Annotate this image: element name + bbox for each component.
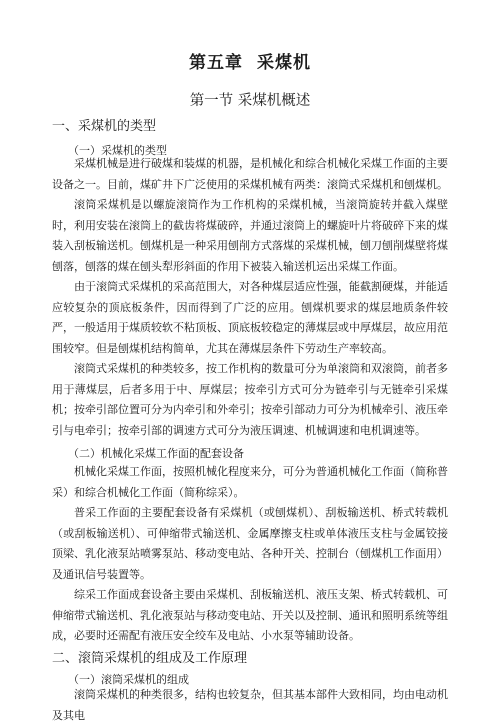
paragraph-intro: 采煤机械是进行破煤和装煤的机器，是机械化和综合机械化采煤工作面的主要设备之一。目前，煤矿井下广泛使用的采煤机械有两类：滚筒式采煤机和刨煤机。 [52,157,448,191]
heading-types: 一、采煤机的类型 [52,119,157,134]
paragraph-ordinary-face: 普采工作面的主要配套设备有采煤机（或刨煤机）、刮板输送机、桥式转载机（或刮板输送机）、可伸缩带式输送机、金属摩擦支柱或单体液压支柱与金属铰接顶梁、乳化液泵站喷雾泵站、移动变电站、各种开关、控制台（刨煤机工作面用）及通讯信号装置等。 [52,506,448,581]
subheading-config: （二）机械化采煤工作面的配套设备 [68,447,244,460]
paragraph-mechanized: 机械化采煤工作面，按照机械化程度来分，可分为普通机械化工作面（简称普采）和综合机械化工作面（简称综采）。 [52,465,448,499]
paragraph-components: 滚筒采煤机的种类很多，结构也较复杂，但其基本部件大致相同，均由电动机及其电 [52,688,448,722]
chapter-name: 采煤机 [257,53,311,73]
paragraph-fully-mechanized: 综采工作面成套设备主要由采煤机、刮板输送机、液压支架、桥式转载机、可伸缩带式输送机、乳化液泵站与移动变电站、开关以及控制、通讯和照明系统等组成，必要时还需配有液压安全绞车及电站、小水泵等辅助设备。 [52,588,448,642]
chapter-number: 第五章 [189,53,243,73]
paragraph-drum-shearer: 滚筒采煤机是以螺旋滚筒作为工作机构的采煤机械，当滚筒旋转并截入煤壁时，利用安装在滚筒上的截齿将煤破碎，并通过滚筒上的螺旋叶片将破碎下来的煤装入刮板输送机。刨煤机是一种采用刨削方式落煤的采煤机械，刨刀刨削煤壁将煤刨落，刨落的煤在刨头犁形斜面的作用下被装入输送机运出采煤工作面。 [52,198,448,273]
heading-structure: 二、滚筒采煤机的组成及工作原理 [52,651,248,666]
subheading-structure: （一）滚筒采煤机的组成 [68,673,189,686]
subheading-types: （一）采煤机的类型 [68,144,167,157]
section-title: 第一节 采煤机概述 [189,93,311,109]
paragraph-classification: 滚筒式采煤机的种类较多，按工作机构的数量可分为单滚筒和双滚筒，前者多用于薄煤层，后者多用于中、厚煤层；按牵引方式可分为链牵引与无链牵引采煤机；按牵引部位置可分为内牵引和外牵引；按牵引部动力可分为机械牵引、液压牵引与电牵引；按牵引部的调速方式可分为液压调速、机械调速和电机调速等。 [52,362,448,437]
chapter-title [0,52,500,74]
paragraph-application: 由于滚筒式采煤机的采高范围大，对各种煤层适应性强，能截割硬煤，并能适应较复杂的顶底板条件，因而得到了广泛的应用。刨煤机要求的煤层地质条件较严，一般适用于煤质较软不粘顶板、顶底板较稳定的薄煤层或中厚煤层，故应用范围较窄。但是刨煤机结构简单，尤其在薄煤层条件下劳动生产率较高。 [52,280,448,355]
